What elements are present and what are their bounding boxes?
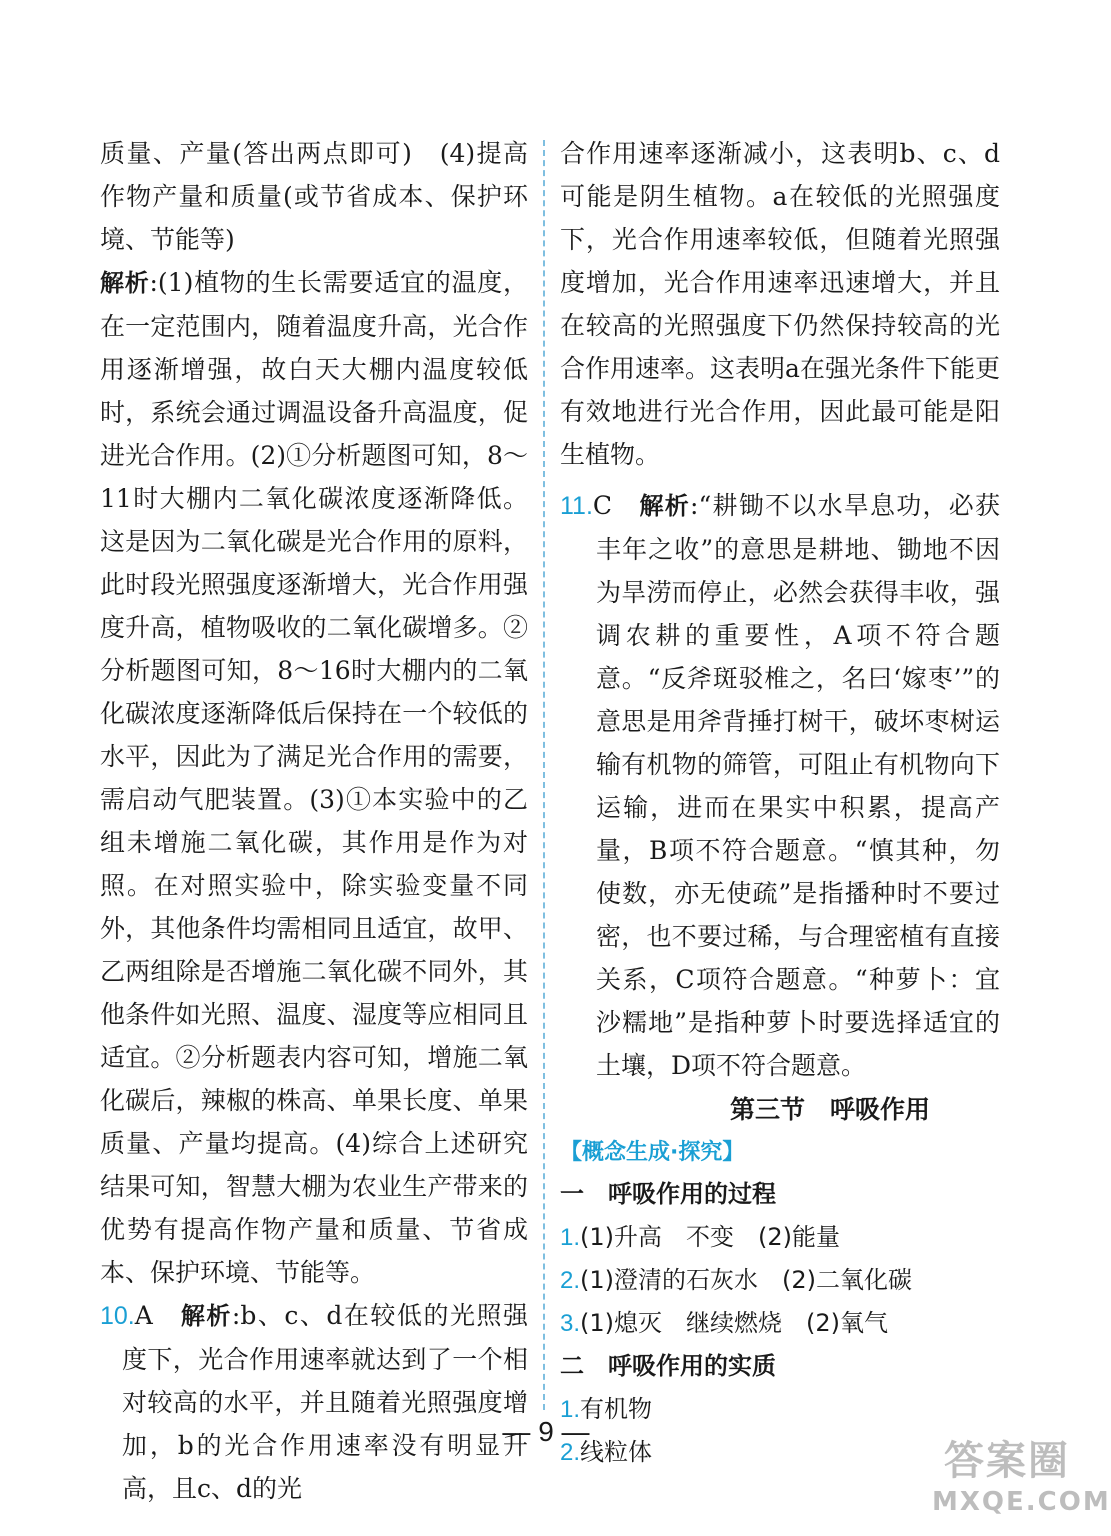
question-10: [100, 1294, 528, 1510]
q10-answer: A: [134, 1301, 153, 1330]
q11-analysis-text: :“耕锄不以水旱息功，必获丰年之收”的意思是耕地、锄地不因为旱涝而停止，必然会获得丰收，强调农耕的重要性，A项不符合题意。“反斧斑驳椎之，名曰‘嫁枣’”的意思是用斧背捶打树干，破坏枣树运输有机物的筛管，可阻止有机物向下运输，进而在果实中积累，提高产量，B项不符合题意。“慎其种，勿使数，亦无使疏”是指播种时不要过密，也不要过稀，与合理密植有直接关系，C项符合题意。“种萝卜：宜沙糯地”是指种萝卜时要选择适宜的土壤，D项不符合题意。: [596, 491, 1000, 1080]
q10-continuation: 合作用速率逐渐减小，这表明b、c、d可能是阴生植物。a在较低的光照强度下，光合作用速率较低，但随着光照强度增加，光合作用速率迅速增大，并且在较高的光照强度下仍然保持较高的光合作用速率。这表明a在强光条件下能更有效地进行光合作用，因此最可能是阳生植物。: [560, 139, 1000, 469]
watermark-logo: [932, 1436, 1111, 1528]
page-number: — 9 —: [502, 1416, 590, 1447]
part1-item: 3.(1)熄灭 继续燃烧 (2)氧气: [560, 1309, 889, 1337]
part1-heading: 一 呼吸作用的过程: [560, 1180, 776, 1208]
q11-answer: C: [592, 491, 613, 520]
right-column: [560, 132, 1000, 1474]
q11-analysis-label: 解析: [639, 492, 691, 520]
section-title: 第三节 呼吸作用: [729, 1095, 930, 1124]
watermark-line1: 答案圈: [944, 1438, 1070, 1484]
analysis-label: 解析: [100, 269, 150, 297]
q10-number: 10.: [100, 1302, 135, 1330]
watermark-line2: MXQE.COM: [932, 1487, 1111, 1517]
analysis-9: [100, 261, 528, 1294]
answer-9-tail: 质量、产量(答出两点即可) (4)提高作物产量和质量(或节省成本、保护环境、节能等): [100, 139, 528, 254]
column-divider: [543, 140, 545, 1410]
part2-item: 1.有机物: [560, 1395, 653, 1423]
part1-item: 1.(1)升高 不变 (2)能量: [560, 1223, 841, 1251]
q10-analysis-text: :b、c、d在较低的光照强度下，光合作用速率就达到了一个相对较高的水平，并且随着光照强度增加，b的光合作用速率没有明显升高，且c、d的光: [122, 1301, 528, 1503]
analysis-9-text: :(1)植物的生长需要适宜的温度，在一定范围内，随着温度升高，光合作用逐渐增强，故白天大棚内温度较低时，系统会通过调温设备升高温度，促进光合作用。(2)①分析题图可知，8～11时大棚内二氧化碳浓度逐渐降低。这是因为二氧化碳是光合作用的原料，此时段光照强度逐渐增大，光合作用强度升高，植物吸收的二氧化碳增多。②分析题图可知，8～16时大棚内的二氧化碳浓度逐渐降低后保持在一个较低的水平，因此为了满足光合作用的需要，需启动气肥装置。(3)①本实验中的乙组未增施二氧化碳，其作用是作为对照。在对照实验中，除实验变量不同外，其他条件均需相同且适宜，故甲、乙两组除是否增施二氧化碳不同外，其他条件如光照、温度、湿度等应相同且适宜。②分析题表内容可知，增施二氧化碳后，辣椒的株高、单果长度、单果质量、产量均提高。(4)综合上述研究结果可知，智慧大棚为农业生产带来的优势有提高作物产量和质量、节省成本、保护环境、节能等。: [100, 268, 529, 1287]
q11-number: 11.: [560, 492, 593, 520]
section-tag: 【概念生成·探究】: [560, 1140, 745, 1165]
left-column: [100, 132, 528, 1510]
q10-analysis-label: 解析: [180, 1302, 232, 1330]
question-11: [560, 484, 1000, 1087]
part2-heading: 二 呼吸作用的实质: [560, 1352, 776, 1380]
part2-item: 2.线粒体: [560, 1438, 653, 1466]
part1-item: 2.(1)澄清的石灰水 (2)二氧化碳: [560, 1266, 913, 1294]
